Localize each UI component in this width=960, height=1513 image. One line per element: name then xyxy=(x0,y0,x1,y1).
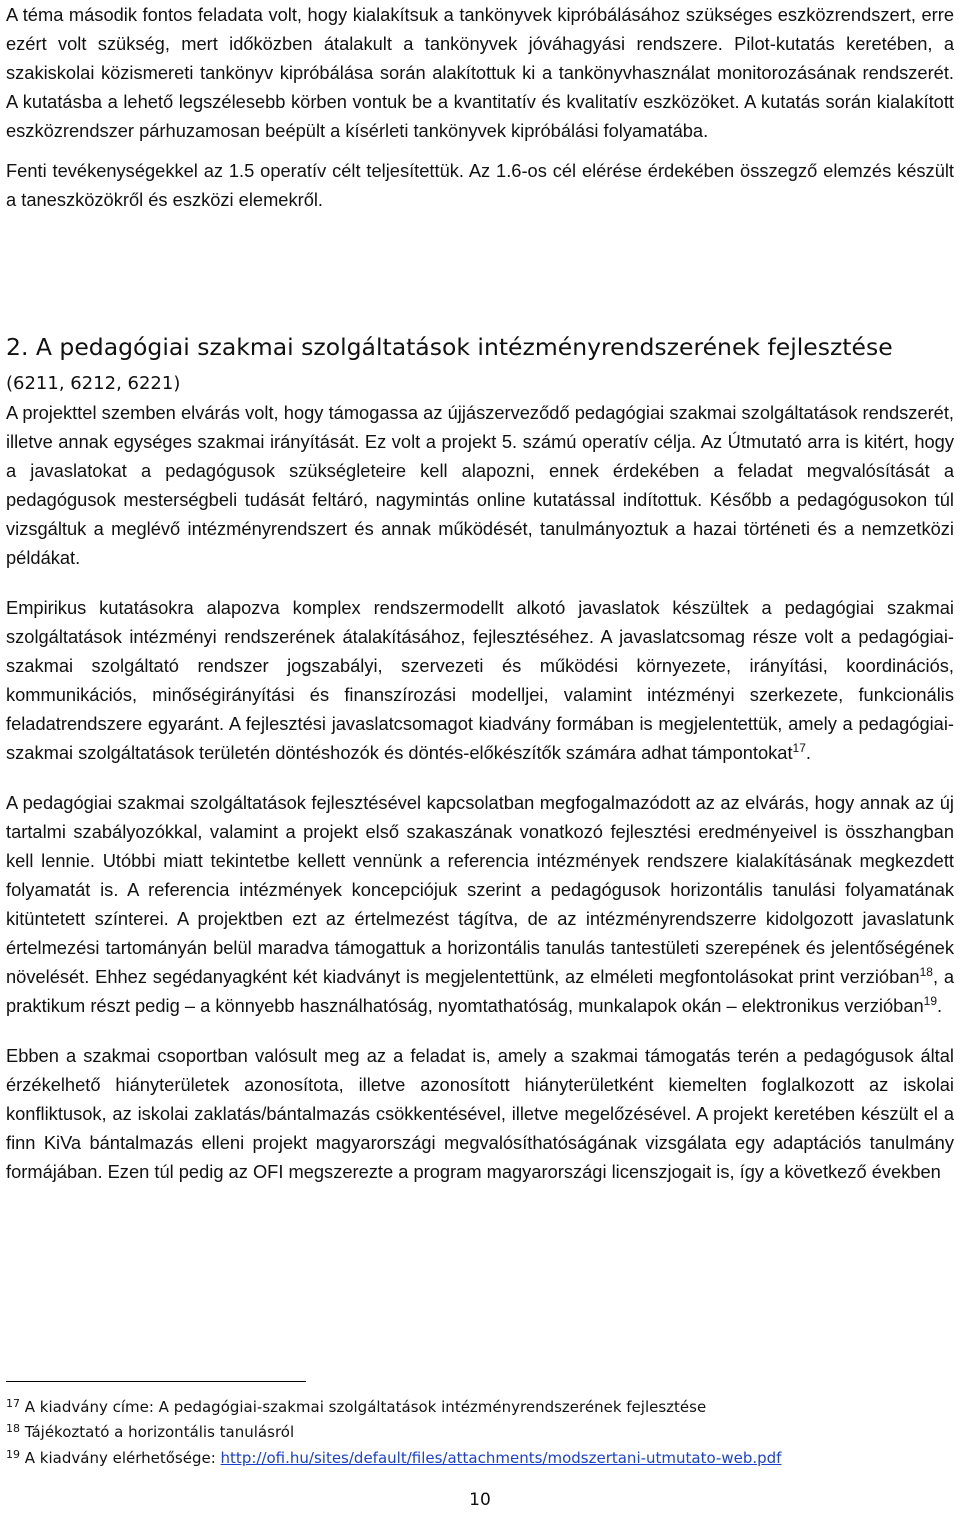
section-paragraph-2 xyxy=(6,593,954,767)
paragraph-text-cont: , a praktikum részt pedig – a könnyebb használhatóság, nyomtathatóság, munkalapok okán – elektronikus verzióban xyxy=(6,966,954,1016)
section-2 xyxy=(6,331,954,1186)
footnote-ref-17[interactable]: 17 xyxy=(792,741,806,755)
section-paragraph-1: A projekttel szemben elvárás volt, hogy támogassa az újjászerveződő pedagógiai szakmai szolgáltatások rendszerét, illetve annak egységes szakmai irányítását. Ez volt a projekt 5. számú operatív célja. Az Útmutató arra is kitért, hogy a javaslatokat a pedagógusok szükségleteire kell alapozni, ennek érdekében a feladat megvalósítását a pedagógusok mesterségbeli tudását feltáró, nagymintás online kutatással indítottuk. Később a pedagógusokon túl vizsgáltuk a meglévő intézményrendszert és annak működését, tanulmányoztuk a hazai történeti és a nemzetközi példákat. xyxy=(6,402,954,568)
intro-section xyxy=(6,0,954,214)
intro-paragraph-2: Fenti tevékenységekkel az 1.5 operatív célt teljesítettük. Az 1.6-os cél elérése érdekében összegző elemzés készült a taneszközökről és eszközi elemekről. xyxy=(6,160,954,210)
footnote-text: A kiadvány címe: A pedagógiai-szakmai szolgáltatások intézményrendszerének fejlesztése xyxy=(24,1398,707,1416)
intro-paragraph-1: A téma második fontos feladata volt, hogy kialakítsuk a tankönyvek kipróbálásához szükséges eszközrendszert, erre ezért volt szükség, mert időközben átalakult a tankönyvek jóváhagyási rendszere. Pilot-kutatás keretében, a szakiskolai közismereti tankönyv kipróbálása során alakítottuk ki a tankönyvhasználat monitorozásának rendszerét. A kutatásba a lehető legszélesebb körben vontuk be a kvantitatív és kvalitatív eszközöket. A kutatás során kialakított eszközrendszer párhuzamosan beépült a kísérleti tankönyvek kipróbálási folyamatába. xyxy=(6,4,954,141)
paragraph-end: . xyxy=(937,995,943,1016)
footnote-number: 18 xyxy=(6,1422,20,1435)
paragraph-end: . xyxy=(805,742,811,763)
section-paragraph-3 xyxy=(6,788,954,1020)
footnote-text: A kiadvány elérhetősége: xyxy=(24,1449,221,1467)
paragraph-text: Empirikus kutatásokra alapozva komplex rendszermodellt alkotó javaslatok készültek a pedagógiai szakmai szolgáltatások intézményi rendszerének átalakításához, fejlesztéséhez. A javaslatcsomag része volt a pedagógiai-szakmai szolgáltató rendszer jogszabályi, szervezeti és működési környezete, irányítási, koordinációs, kommunikációs, minőségirányítási és finanszírozási modelljei, valamint intézményi szerkezete, funkcionális feladatrendszere egyaránt. A fejlesztési javaslatcsomagot kiadvány formában is megjelentettük, amely a pedagógiai-szakmai szolgáltatások területén döntéshozók és döntés-előkészítők számára adhat támpontokat xyxy=(6,597,954,763)
section-heading: 2. A pedagógiai szakmai szolgáltatások intézményrendszerének fejlesztése xyxy=(6,333,893,361)
footnote-19 xyxy=(6,1448,954,1468)
section-paragraph-4: Ebben a szakmai csoportban valósult meg az a feladat is, amely a szakmai támogatás terén a pedagógusok által érzékelhető hiányterületek azonosítota, illetve azonosított hiányterületként kiemelten foglalkozott az iskolai konfliktusok, az iskolai zaklatás/bántalmazás csökkentésével, illetve megelőzésével. A projekt keretében készült el a finn KiVa bántalmazás elleni projekt magyarországi megvalósíthatóságának vizsgálata egy adaptációs tanulmány formájában. Ezen túl pedig az OFI megszerezte a program magyarországi licenszjogait is, így a következő években xyxy=(6,1045,954,1182)
footnote-number: 19 xyxy=(6,1448,20,1461)
footnote-17 xyxy=(6,1397,954,1417)
page-number: 10 xyxy=(469,1490,491,1510)
footnote-ref-18[interactable]: 18 xyxy=(919,965,933,979)
footnote-link[interactable]: http://ofi.hu/sites/default/files/attachments/modszertani-utmutato-web.pdf xyxy=(220,1449,782,1467)
footnote-18 xyxy=(6,1422,954,1442)
footnote-ref-19[interactable]: 19 xyxy=(923,994,938,1008)
footnote-number: 17 xyxy=(6,1397,20,1410)
footnote-divider xyxy=(6,1381,306,1382)
footnote-text: Tájékoztató a horizontális tanulásról xyxy=(24,1423,295,1441)
paragraph-text: A pedagógiai szakmai szolgáltatások fejlesztésével kapcsolatban megfogalmazódott az az elvárás, hogy annak az új tartalmi szabályozókkal, valamint a projekt első szakaszának vonatkozó fejlesztési eredményeivel is összhangban kell lennie. Utóbbi miatt tekintetbe kellett vennünk a referencia intézmények rendszere kialakításának megkezdett folyamatát is. A referencia intézmények koncepciójuk szerint a pedagógusok horizontális tanulási folyamatának kitüntetett színterei. A projektben ezt az értelmezést tágítva, de az intézményrendszerre kidolgozott javaslatunk értelmezési tartományán belül maradva támogattuk a horizontális tanulás tantestületi szerepének és jelentőségének növelését. Ehhez segédanyagként két kiadványt is megjelentettünk, az elméleti megfontolásokat print verzióban xyxy=(6,792,954,987)
section-codes: (6211, 6212, 6221) xyxy=(6,373,181,394)
